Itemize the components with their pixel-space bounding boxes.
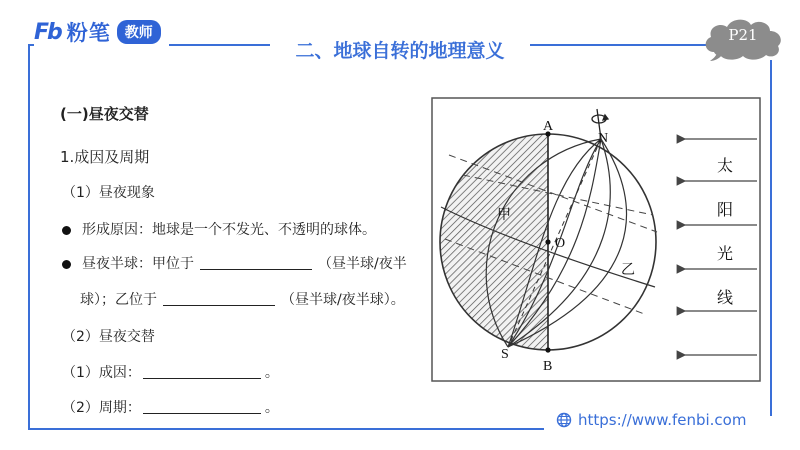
period-label: （2）周期： (62, 400, 141, 416)
earth-day-night-diagram (431, 97, 761, 382)
sun-text-2: 阳 (717, 200, 734, 219)
reason-label: （1）成因： (62, 365, 141, 381)
sun-text-4: 线 (717, 288, 734, 307)
bullet-formation-cause: 形成原因：地球是一个不发光、不透明的球体。 (82, 222, 376, 238)
hemisphere-options: （昼半球/夜半 (318, 256, 407, 272)
label-yi: 乙 (621, 262, 635, 278)
brand-name: 粉笔 (66, 21, 111, 45)
section-heading: (一)昼夜交替 (60, 105, 149, 123)
globe-icon (556, 412, 572, 428)
label-b: B (543, 359, 553, 374)
brand-badge: 教师 (117, 20, 161, 44)
sub-heading: 1.成因及周期 (60, 148, 150, 166)
label-n: N (598, 131, 609, 146)
hemisphere-prefix: 昼夜半球：甲位于 (82, 256, 194, 272)
brand-logo (34, 14, 169, 50)
reason-end: 。 (264, 365, 279, 381)
page-title: 二、地球自转的地理意义 (270, 36, 530, 63)
bullet-dot (62, 226, 71, 235)
frame-bottom-line (28, 428, 544, 430)
hemisphere-options-2: （昼半球/夜半球）。 (281, 292, 405, 308)
brand-mark: Fb (34, 19, 61, 45)
label-a: A (543, 119, 554, 134)
blank-yi-answer[interactable] (163, 292, 275, 306)
item-period (62, 397, 279, 417)
bullet-day-night-continued (80, 289, 405, 309)
blank-jia-answer[interactable] (200, 256, 312, 270)
label-o: O (555, 236, 566, 251)
item-day-night-phenomenon: （1）昼夜现象 (62, 185, 155, 201)
footer-url-text: https://www.fenbi.com (578, 411, 747, 429)
frame-left-line (28, 44, 30, 429)
item-day-night-alternation: （2）昼夜交替 (62, 329, 155, 345)
label-jia: 甲 (497, 207, 511, 223)
frame-right-line (770, 60, 772, 416)
blank-period-answer[interactable] (143, 400, 261, 414)
period-end: 。 (264, 400, 279, 416)
sun-text-1: 太 (717, 156, 734, 175)
bullet-dot (62, 260, 71, 269)
hemisphere-cont-prefix: 球）；乙位于 (80, 292, 157, 308)
label-s: S (501, 347, 509, 362)
sun-text-3: 光 (717, 244, 734, 263)
bullet-day-night-hemisphere (82, 253, 407, 273)
page-number: P21 (728, 26, 758, 44)
item-reason (62, 362, 279, 382)
footer-url[interactable] (552, 411, 750, 429)
blank-reason-answer[interactable] (143, 365, 261, 379)
